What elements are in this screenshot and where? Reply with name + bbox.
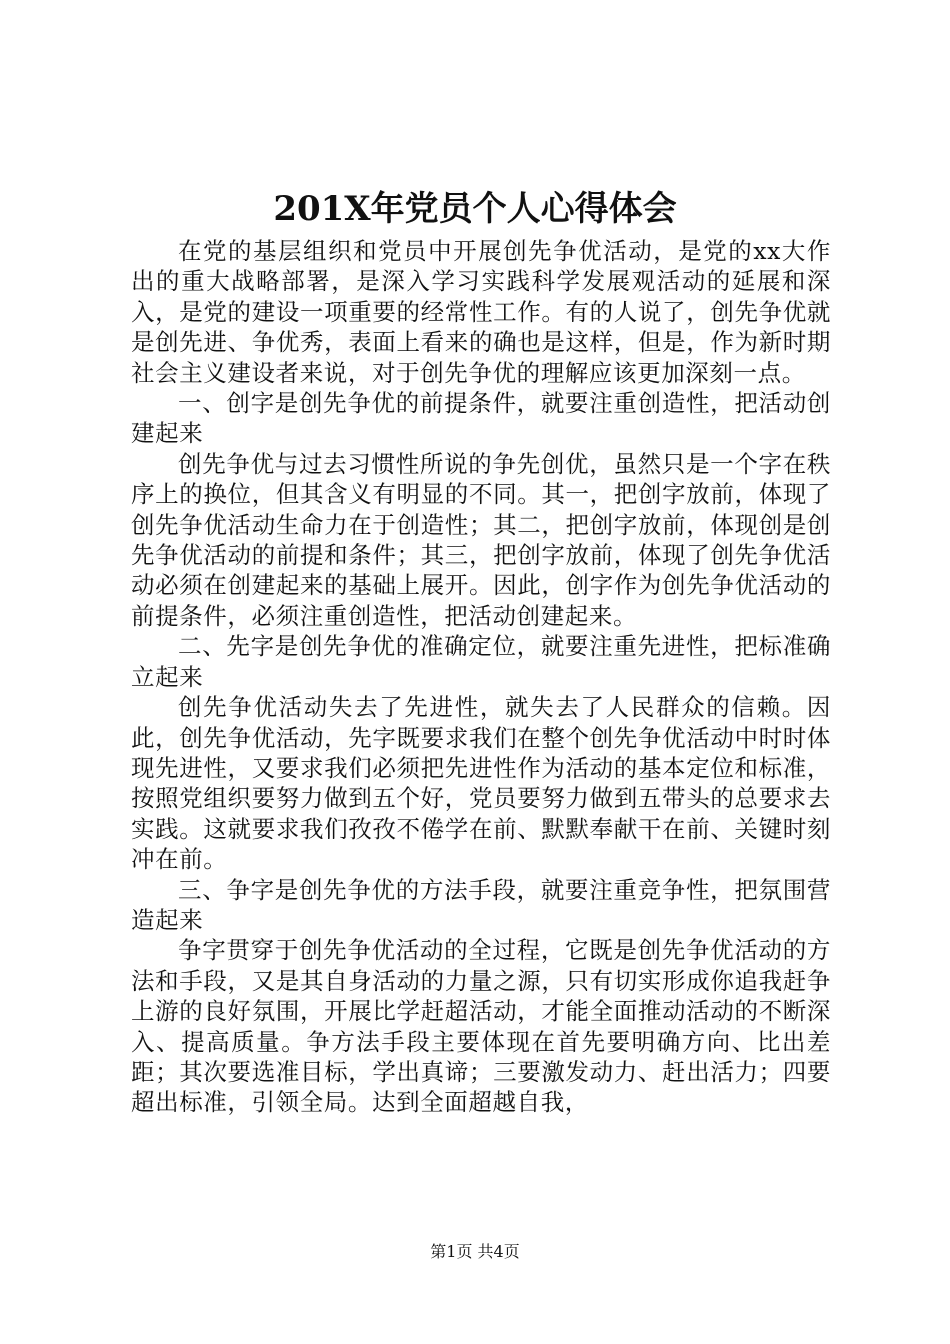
paragraph-section-1: 创先争优与过去习惯性所说的争先创优，虽然只是一个字在秩序上的换位，但其含义有明显的不同。其一，把创字放前，体现了创先争优活动生命力在于创造性；其二，把创字放前，体现创是创先争优活动的前提和条件；其三，把创字放前，体现了创先争优活动必须在创建起来的基础上展开。因此，创字作为创先争优活动的前提条件，必须注重创造性，把活动创建起来。	[131, 449, 831, 630]
section-heading-3: 三、争字是创先争优的方法手段，就要注重竞争性，把氛围营造起来	[131, 875, 831, 934]
paragraph-intro: 在党的基层组织和党员中开展创先争优活动，是党的xx大作出的重大战略部署，是深入学习实践科学发展观活动的延展和深入，是党的建设一项重要的经常性工作。有的人说了，创先争优就是创先进、争优秀，表面上看来的确也是这样，但是，作为新时期社会主义建设者来说，对于创先争优的理解应该更加深刻一点。	[131, 237, 831, 387]
document-title: 201X年党员个人心得体会	[273, 189, 677, 229]
paragraph-section-2: 创先争优活动失去了先进性，就失去了人民群众的信赖。因此，创先争优活动，先字既要求我们在整个创先争优活动中时时体现先进性，又要求我们必须把先进性作为活动的基本定位和标准，按照党组织要努力做到五个好，党员要努力做到五带头的总要求去实践。这就要求我们孜孜不倦学在前、默默奉献干在前、关键时刻冲在前。	[131, 693, 831, 874]
document-body	[131, 236, 831, 1118]
paragraph-section-3: 争字贯穿于创先争优活动的全过程，它既是创先争优活动的方法和手段，又是其自身活动的力量之源，只有切实形成你追我赶争上游的良好氛围，开展比学赶超活动，才能全面推动活动的不断深入、提高质量。争方法手段主要体现在首先要明确方向、比出差距；其次要选准目标，学出真谛；三要激发动力、赶出活力；四要超出标准，引领全局。达到全面超越自我，	[131, 936, 831, 1117]
section-heading-1: 一、创字是创先争优的前提条件，就要注重创造性，把活动创建起来	[131, 389, 831, 448]
page-number-footer: 第1页 共4页	[430, 1242, 520, 1261]
section-heading-2: 二、先字是创先争优的准确定位，就要注重先进性，把标准确立起来	[131, 632, 831, 691]
